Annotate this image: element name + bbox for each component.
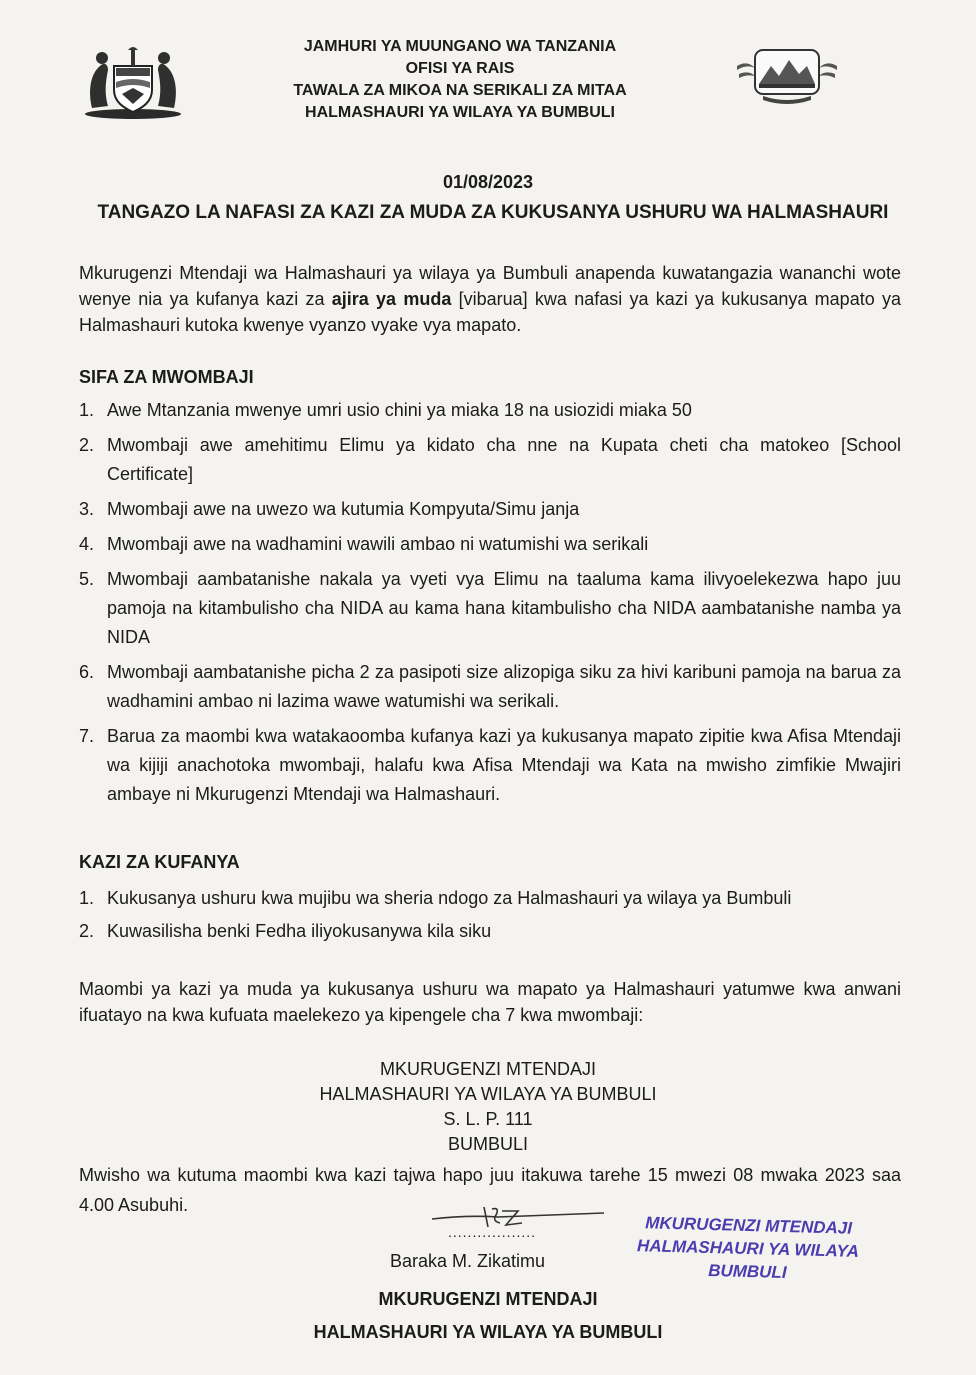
stamp-line: MKURUGENZI MTENDAJI (644, 1213, 853, 1238)
list-item (79, 495, 901, 524)
signer-name: Baraka M. Zikatimu (390, 1251, 546, 1271)
item-number: 2. (79, 435, 95, 455)
signatory-line: HALMASHAURI YA WILAYA YA BUMBULI (313, 1322, 663, 1342)
address-line: S. L. P. 111 (443, 1109, 533, 1129)
item-number: 7. (79, 726, 95, 746)
list-item (79, 722, 901, 809)
intro-paragraph (79, 260, 901, 338)
address-line: HALMASHAURI YA WILAYA YA BUMBULI (319, 1084, 657, 1104)
notice-date: 01/08/2023 (442, 172, 534, 192)
item-text: Mwombaji aambatanishe nakala ya vyeti vya Elimu na taaluma kama ilivyoelekezwa hapo juu pamoja na kitambulisho cha NIDA au kama hana kitambulisho cha NIDA aambatanishe namba ya NIDA (107, 569, 901, 647)
letterhead (200, 36, 720, 124)
item-number: 6. (79, 662, 95, 682)
intro-text-end: [vibarua] kwa nafasi ya kazi ya kukusanya mapato ya Halmashauri kutoka kwenye vyanzo vyake vya mapato. (79, 289, 901, 335)
item-text: Mwombaji awe na uwezo wa kutumia Kompyuta/Simu janja (107, 499, 580, 519)
letterhead-line: HALMASHAURI YA WILAYA YA BUMBULI (305, 104, 615, 121)
signatory-line: MKURUGENZI MTENDAJI (378, 1289, 598, 1309)
bumbuli-council-logo-icon (733, 44, 841, 106)
list-item (79, 565, 901, 652)
qualifications-list (79, 396, 901, 809)
item-text: Kukusanya ushuru kwa mujibu wa sheria ndogo za Halmashauri ya wilaya ya Bumbuli (107, 888, 792, 908)
item-number: 1. (79, 400, 95, 420)
item-text: Awe Mtanzania mwenye umri usio chini ya miaka 18 na usiozidi miaka 50 (107, 400, 692, 420)
deadline-paragraph: Mwisho wa kutuma maombi kwa kazi tajwa hapo juu itakuwa tarehe 15 mwezi 08 mwaka 2023 saa 4.00 Asubuhi. (79, 1165, 901, 1215)
application-note: Maombi ya kazi ya muda ya kukusanya ushuru wa mapato ya Halmashauri yatumwe kwa anwani ifuatayo na kwa kufuata maelekezo ya kipengele cha 7 kwa mwombaji: (79, 979, 901, 1025)
item-text: Mwombaji awe na wadhamini wawili ambao ni watumishi wa serikali (107, 534, 649, 554)
item-number: 1. (79, 888, 95, 908)
item-text: Kuwasilisha benki Fedha iliyokusanywa kila siku (107, 921, 492, 941)
stamp-line: HALMASHAURI YA WILAYA (636, 1236, 860, 1261)
list-item (79, 917, 901, 946)
item-text: Mwombaji aambatanishe picha 2 za pasipoti size alizopiga siku za hivi karibuni pamoja na barua za wadhamini ambao ni lazima wawe watumishi wa serikali. (107, 662, 901, 711)
qualifications-heading: SIFA ZA MWOMBAJI (79, 367, 254, 387)
duties-heading: KAZI ZA KUFANYA (79, 852, 240, 872)
list-item (79, 530, 901, 559)
address-line: MKURUGENZI MTENDAJI (380, 1059, 596, 1079)
notice-title: TANGAZO LA NAFASI ZA KAZI ZA MUDA ZA KUKUSANYA USHURU WA HALMASHAURI (97, 202, 889, 223)
address-line: BUMBULI (447, 1134, 528, 1154)
list-item (79, 658, 901, 716)
stamp-line: BUMBULI (707, 1260, 787, 1283)
duties-list (79, 884, 901, 946)
item-text: Barua za maombi kwa watakaoomba kufanya kazi ya kukusanya mapato zipitie kwa Afisa Mtendaji wa kijiji anachotoka mwombaji, halafu kwa Afisa Mtendaji wa Kata na mwisho zimfikie Mwajiri ambaye ni Mkurugenzi Mtendaji wa Halmashauri. (107, 726, 901, 804)
letterhead-line: JAMHURI YA MUUNGANO WA TANZANIA (303, 38, 617, 55)
signatory-title (0, 1283, 976, 1349)
postal-address (0, 1057, 976, 1157)
item-number: 4. (79, 534, 95, 554)
intro-bold-text: ajira ya muda (331, 289, 452, 309)
list-item (79, 396, 901, 425)
item-number: 5. (79, 569, 95, 589)
list-item (79, 884, 901, 913)
official-stamp (607, 1210, 889, 1286)
item-number: 2. (79, 921, 95, 941)
letterhead-line: OFISI YA RAIS (405, 60, 515, 77)
item-number: 3. (79, 499, 95, 519)
signature-dots: .................. (448, 1224, 537, 1240)
intro-text: Mkurugenzi Mtendaji wa Halmashauri ya wilaya ya Bumbuli anapenda kuwatangazia wananchi wote wenye nia ya kufanya kazi za (79, 263, 901, 309)
tanzania-coat-of-arms-icon (78, 44, 188, 120)
item-text: Mwombaji awe amehitimu Elimu ya kidato cha nne na Kupata cheti cha matokeo [School Certificate] (107, 435, 901, 484)
letterhead-line: TAWALA ZA MIKOA NA SERIKALI ZA MITAA (293, 82, 627, 99)
list-item (79, 431, 901, 489)
